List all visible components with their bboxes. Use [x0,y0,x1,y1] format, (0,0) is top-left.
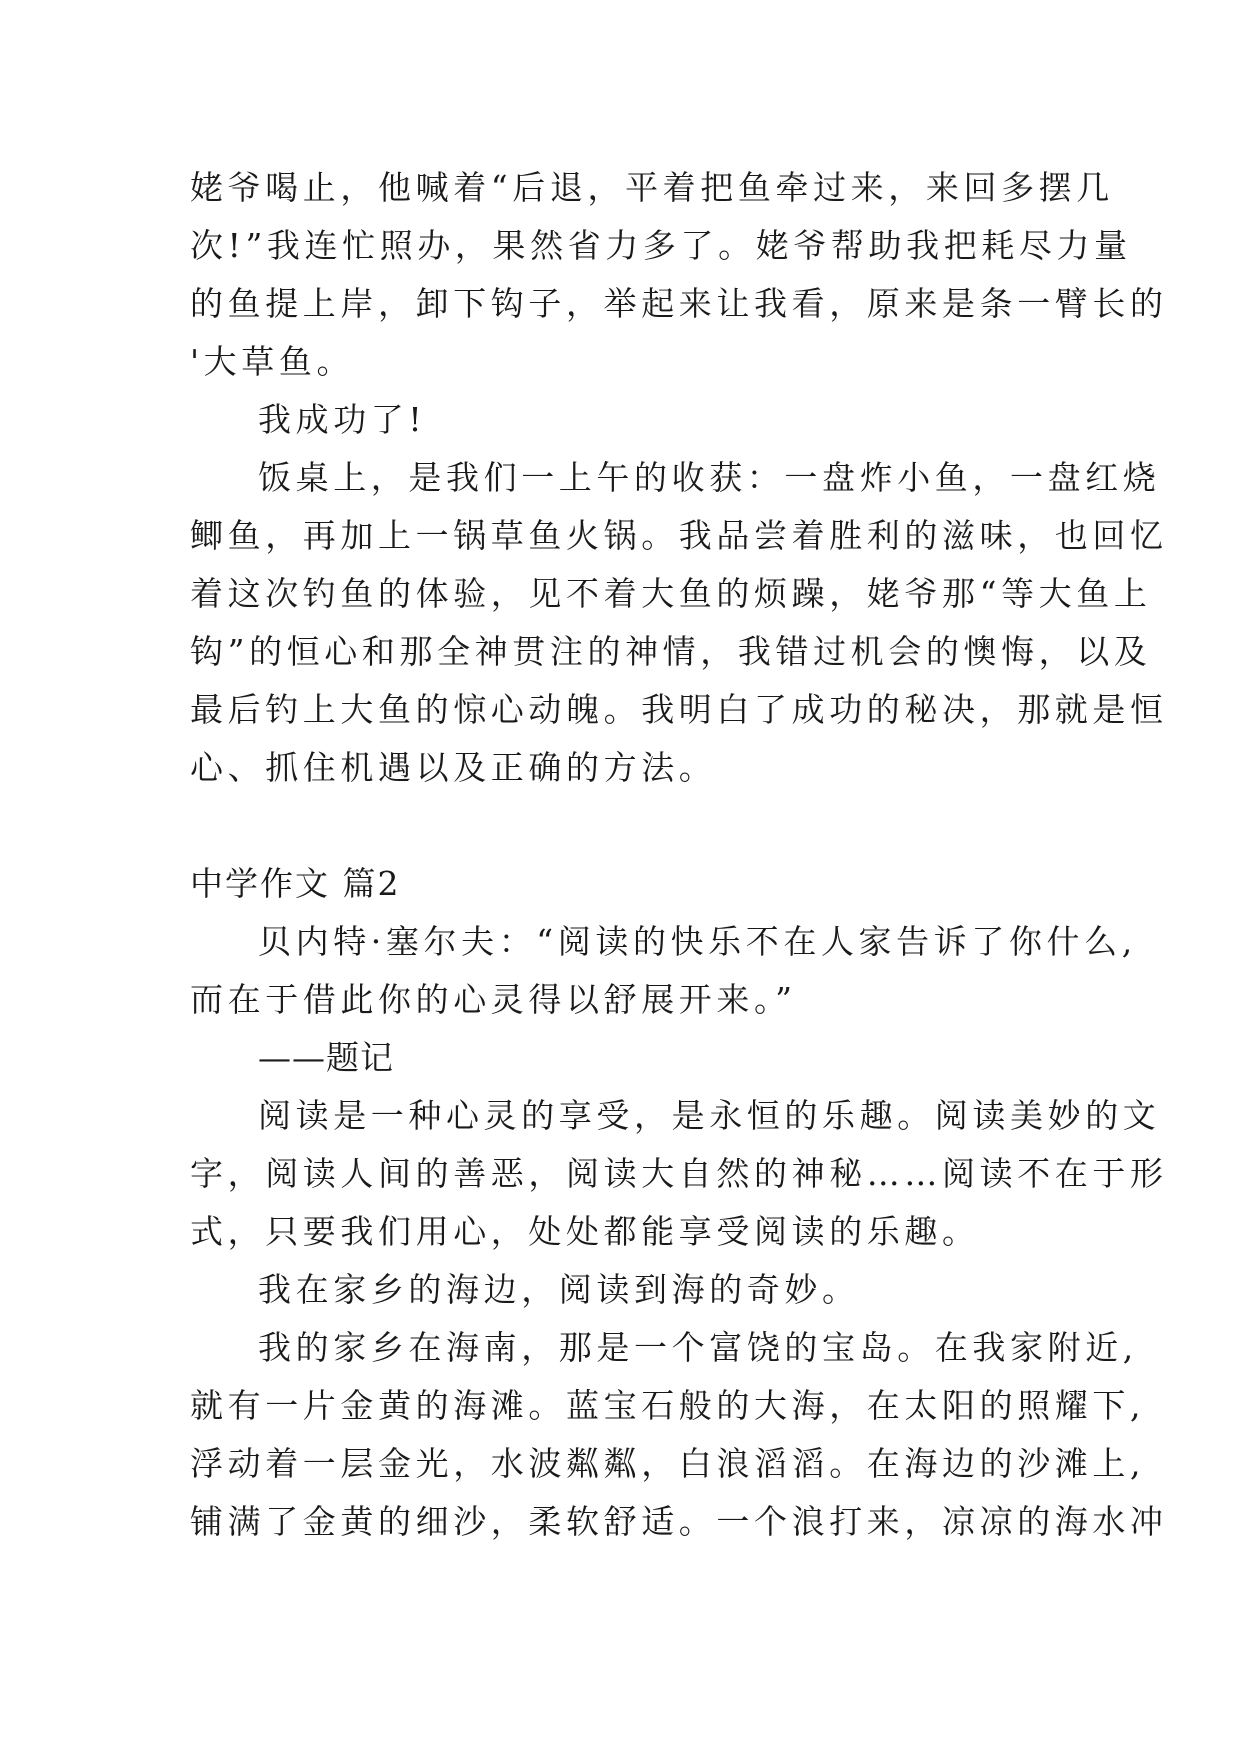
text-line: 式，只要我们用心，处处都能享受阅读的乐趣。 [190,1212,980,1251]
text-line: 我的家乡在海南，那是一个富饶的宝岛。在我家附近, [258,1328,1138,1367]
text-line: 饭桌上，是我们一上午的收获：一盘炸小鱼，一盘红烧 [258,458,1161,497]
text-line: 钩”的恒心和那全神贯注的神情，我错过机会的懊悔，以及 [190,632,1152,671]
text-line: 而在于借此你的心灵得以舒展开来。” [190,980,797,1019]
section-heading: 中学作文 篇2 [190,864,401,903]
text-line: 心、抓住机遇以及正确的方法。 [190,748,717,787]
text-line: 浮动着一层金光，水波粼粼，白浪滔滔。在海边的沙滩上, [190,1444,1146,1483]
text-line: 我成功了! [258,400,427,439]
text-line: 次!”我连忙照办，果然省力多了。姥爷帮助我把耗尽力量 [190,226,1132,265]
text-line: '大草鱼。 [190,342,355,381]
text-line: 贝内特·塞尔夫：“阅读的快乐不在人家告诉了你什么, [258,922,1137,961]
text-line: 我在家乡的海边，阅读到海的奇妙。 [258,1270,860,1309]
text-line: 着这次钓鱼的体验，见不着大鱼的烦躁，姥爷那“等大鱼上 [190,574,1152,613]
text-line: 就有一片金黄的海滩。蓝宝石般的大海，在太阳的照耀下, [190,1386,1146,1425]
text-line: 姥爷喝止，他喊着“后退，平着把鱼牵过来，来回多摆几 [190,168,1114,207]
text-line: 铺满了金黄的细沙，柔软舒适。一个浪打来，凉凉的海水冲 [190,1502,1168,1541]
text-line: 的鱼提上岸，卸下钩子，举起来让我看，原来是条一臂长的 [190,284,1168,323]
text-line: 鲫鱼，再加上一锅草鱼火锅。我品尝着胜利的滋味，也回忆 [190,516,1168,555]
epigraph-note: ——题记 [258,1038,394,1077]
text-line: 最后钓上大鱼的惊心动魄。我明白了成功的秘决，那就是恒 [190,690,1168,729]
text-line: 阅读是一种心灵的享受，是永恒的乐趣。阅读美妙的文 [258,1096,1161,1135]
text-line: 字，阅读人间的善恶，阅读大自然的神秘……阅读不在于形 [190,1154,1168,1193]
